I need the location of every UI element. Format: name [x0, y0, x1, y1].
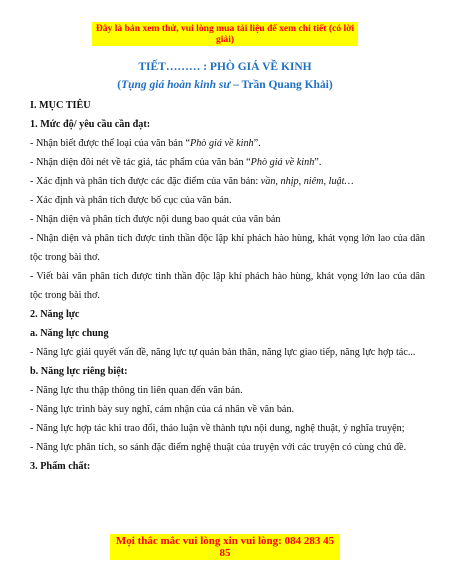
bullet-analyze: - Năng lực phân tích, so sánh đặc điểm nghệ thuật của truyện với các truyện có cùng chủ đề.: [30, 442, 407, 453]
heading-competence: 2. Năng lực: [30, 309, 80, 320]
document-body: [30, 96, 425, 476]
bullet-genre: [30, 134, 425, 153]
bullet-text: - Nhận diện đôi nét về tác giả, tác phẩm của văn bản “: [30, 157, 251, 168]
bullet-content: - Nhận diện và phân tích được nội dung bao quát của văn bản: [30, 214, 281, 225]
preview-banner: Đây là bản xem thử, vui lòng mua tài liệu để xem chi tiết (có lời giải): [92, 22, 358, 46]
heading-general-competence: a. Năng lực chung: [30, 328, 109, 339]
heading-specific-competence: b. Năng lực riêng biệt:: [30, 366, 128, 377]
bullet-collect: - Năng lực thu thập thông tin liên quan đến văn bản.: [30, 385, 243, 396]
bullet-text: - Nhận biết được thể loại của văn bản “: [30, 138, 190, 149]
bullet-structure: - Xác định và phân tích được bố cục của văn bản.: [30, 195, 232, 206]
lesson-subtitle: (Tụng giá hoàn kinh sư – Trần Quang Khải): [117, 79, 333, 91]
bullet-essay: - Viết bài văn phân tích được tinh thần độc lập khí phách hào hùng, khát vọng lớn lao của dân tộc trong bài thơ.: [30, 271, 425, 301]
lesson-title: TIẾT……… : PHÒ GIÁ VỀ KINH: [138, 61, 312, 73]
bullet-italic: Phò giá về kinh: [189, 138, 254, 149]
bullet-author: [30, 153, 425, 172]
bullet-present: - Năng lực trình bày suy nghĩ, cảm nhận của cá nhân về văn bản.: [30, 404, 295, 415]
bullet-italic: Phò giá về kinh: [250, 157, 315, 168]
bullet-spirit: - Nhận diện và phân tích được tinh thần độc lập khí phách hào hùng, khát vọng lớn lao của dân tộc trong bài thơ.: [30, 233, 425, 263]
bullet-general: - Năng lực giải quyết vấn đề, năng lực tự quản bản thân, năng lực giao tiếp, năng lực hợp tác...: [30, 347, 416, 358]
subtitle-work-name: Tụng giá hoàn kinh sư: [121, 79, 231, 91]
heading-qualities: 3. Phẩm chất:: [30, 461, 91, 472]
heading-objectives: I. MỤC TIÊU: [30, 100, 91, 111]
bullet-text: - Xác định và phân tích được các đặc điểm của văn bản:: [30, 176, 261, 187]
bullet-text: ”.: [253, 138, 261, 149]
subtitle-author: – Trần Quang Khải: [230, 79, 329, 91]
bullet-text: ”.: [314, 157, 322, 168]
contact-banner: Mọi thắc mắc vui lòng xin vui lòng: 084 283 45 85: [110, 534, 340, 560]
bullet-cooperate: - Năng lực hợp tác khi trao đổi, thảo luận về thành tựu nội dung, nghệ thuật, ý nghĩa truyện;: [30, 423, 405, 434]
bullet-italic: vần, nhịp, niêm, luật…: [260, 176, 354, 187]
heading-requirements: 1. Mức độ/ yêu cầu cần đạt:: [30, 119, 151, 130]
bullet-features: [30, 172, 425, 191]
